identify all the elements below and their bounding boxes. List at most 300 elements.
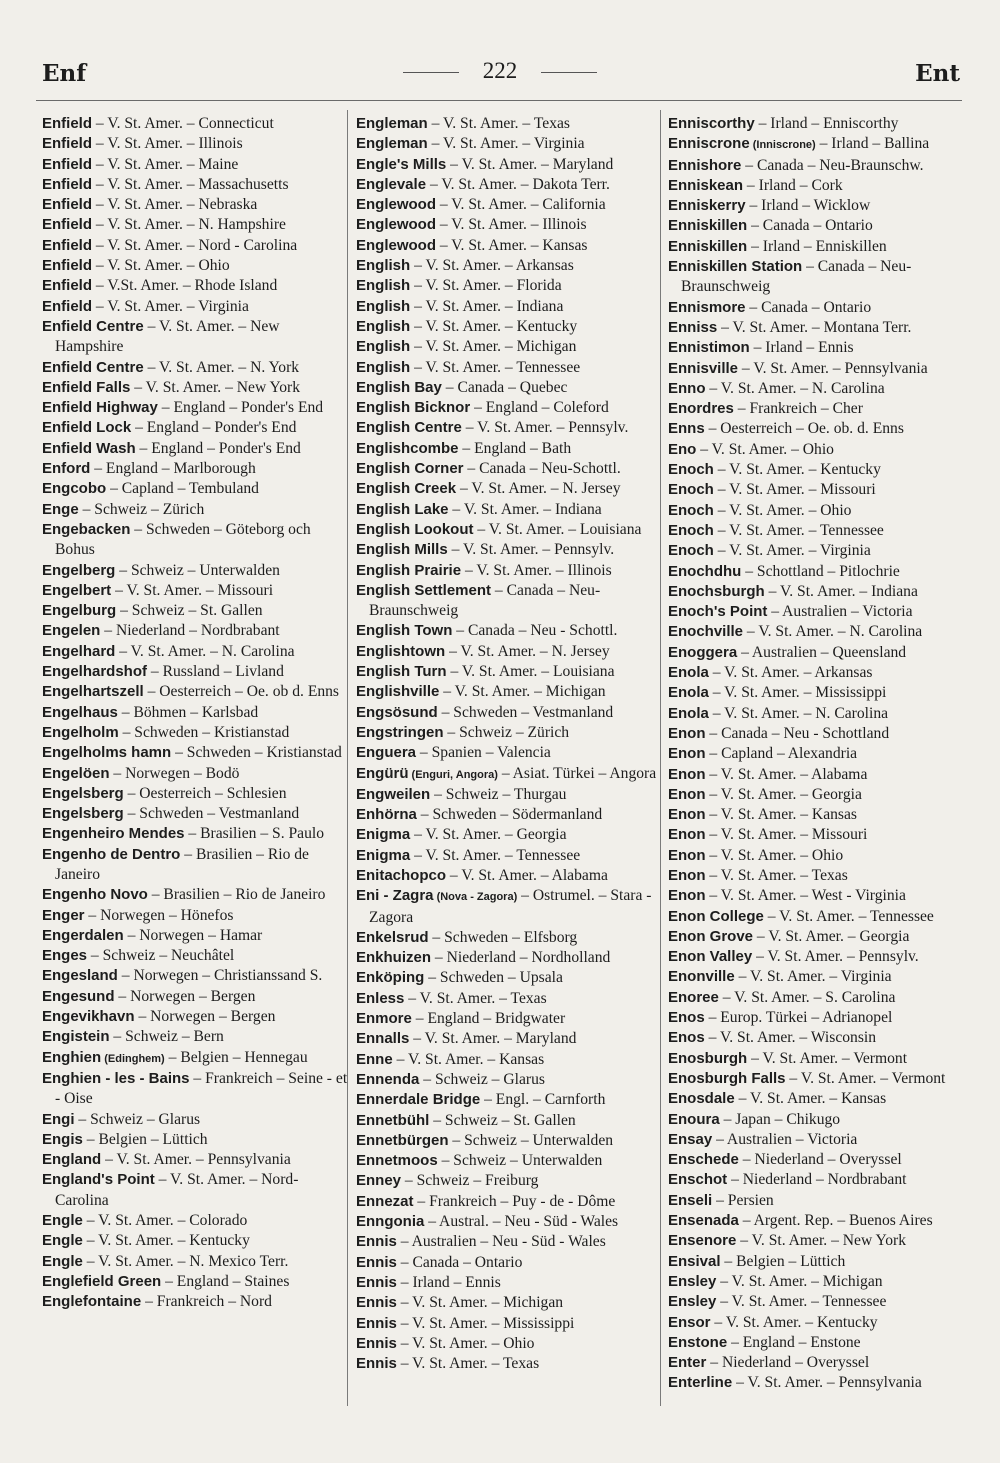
entry-headword: Enos: [668, 1029, 705, 1047]
entry-headword: Engstringen: [356, 723, 444, 741]
entry-headword: Enitachopco: [356, 866, 447, 884]
header-left-guideword: Enf: [42, 60, 87, 87]
gazetteer-entry: [42, 581, 348, 601]
entry-headword: Ennis: [356, 1273, 397, 1291]
entry-location: – Schweden – Vestmanland: [437, 703, 614, 721]
entry-location: – Irland – Ballina: [815, 135, 930, 153]
entry-headword: Engebacken: [42, 520, 131, 538]
gazetteer-entry: [42, 987, 348, 1007]
entry-headword: Engweilen: [356, 785, 431, 803]
gazetteer-entry: [42, 561, 348, 581]
entry-location: – Norwegen – Hamar: [123, 926, 263, 944]
entry-headword: Enon: [668, 745, 706, 763]
gazetteer-entry: [668, 521, 974, 541]
entry-headword: Ennis: [356, 1355, 397, 1373]
entry-headword: Engleman: [356, 135, 428, 153]
entry-headword: Enfield Centre: [42, 317, 144, 335]
entry-headword: English: [356, 277, 411, 295]
entry-headword: Enfield: [42, 196, 93, 214]
gazetteer-entry: [356, 886, 662, 928]
entry-headword: England: [42, 1151, 102, 1169]
entry-headword: Enhörna: [356, 806, 417, 824]
entry-headword: Enola: [668, 684, 709, 702]
gazetteer-entry: [668, 541, 974, 561]
gazetteer-entry: [356, 805, 662, 825]
entry-location: – V. St. Amer. – Nord-Carolina: [55, 1171, 299, 1209]
gazetteer-entry: [668, 724, 974, 744]
gazetteer-entry: [42, 114, 348, 134]
gazetteer-entry: [668, 622, 974, 642]
entry-location: – V. St. Amer. – Pennsylv.: [447, 541, 615, 559]
entry-headword: Enter: [668, 1354, 707, 1372]
entry-location: – V. St. Amer. – Illinois: [92, 135, 243, 153]
entry-location: – V. St. Amer. – Kansas: [392, 1050, 545, 1068]
gazetteer-entry: [42, 1069, 348, 1110]
column-2: [356, 114, 662, 1374]
entry-headword: Enfield Lock: [42, 419, 132, 437]
gazetteer-entry: [668, 257, 974, 298]
entry-location: – Brasilien – Rio de Janeiro: [55, 845, 309, 883]
gazetteer-entry: [356, 581, 662, 622]
entry-location: – Argent. Rep. – Buenos Aires: [738, 1212, 933, 1230]
entry-location: – Canada – Neu-Braunschweig: [681, 258, 912, 296]
entry-location: – Schweden – Kristianstad: [118, 723, 290, 741]
gazetteer-entry: [42, 479, 348, 499]
gazetteer-entry: [356, 1111, 662, 1131]
gazetteer-entry: [356, 948, 662, 968]
gazetteer-entry: [356, 1314, 662, 1334]
gazetteer-entry: [42, 1007, 348, 1027]
entry-headword: Enseli: [668, 1191, 713, 1209]
entry-location: – Canada – Neu-Braunschweig: [369, 581, 601, 620]
entry-headword: Engelhaus: [42, 703, 118, 721]
entry-headword: Ensay: [668, 1130, 713, 1148]
entry-headword: Enfield: [42, 135, 93, 153]
gazetteer-entry: [42, 155, 348, 175]
gazetteer-entry: [668, 1333, 974, 1353]
entry-location: – V. St. Amer. – Florida: [410, 277, 562, 295]
entry-headword: Enoch: [668, 521, 714, 539]
entry-headword: Enstone: [668, 1333, 728, 1351]
gazetteer-entry: [42, 1027, 348, 1047]
gazetteer-entry: [42, 358, 348, 378]
entry-headword: Ennetbühl: [356, 1111, 430, 1129]
gazetteer-entry: [356, 276, 662, 296]
entry-headword: Engelholm: [42, 723, 119, 741]
gazetteer-entry: [42, 642, 348, 662]
gazetteer-entry: [42, 1211, 348, 1231]
gazetteer-entry: [42, 297, 348, 317]
entry-location: – Irland – Ennis: [396, 1273, 501, 1291]
entry-headword: Enless: [356, 989, 405, 1007]
entry-location: – V. St. Amer. – Michigan: [396, 1294, 564, 1312]
entry-headword: Ennis: [356, 1253, 397, 1271]
entry-headword: Ensival: [668, 1252, 721, 1270]
entry-headword: Ennistimon: [668, 339, 750, 357]
gazetteer-entry: [668, 176, 974, 196]
entry-location: – V. St. Amer. – Michigan: [410, 338, 577, 356]
gazetteer-entry: [356, 317, 662, 337]
entry-headword: Enoch: [668, 542, 714, 560]
page-number-dash-right: [541, 72, 597, 73]
entry-location: – V. St. Amer. – N. Carolina: [743, 623, 923, 641]
entry-location: – V. St. Amer. – Massachusetts: [92, 175, 289, 193]
entry-headword: Engelberg: [42, 561, 116, 579]
entry-headword: Engelburg: [42, 602, 117, 620]
gazetteer-entry: [42, 134, 348, 154]
entry-location: – Irland – Cork: [743, 176, 843, 194]
entry-headword: Enniskean: [668, 176, 744, 194]
entry-location: – V. St. Amer. – Michigan: [439, 683, 606, 701]
entry-location: – V. St. Amer. – Dakota Terr.: [426, 175, 610, 193]
entry-headword: Engcobo: [42, 480, 107, 498]
gazetteer-entry: [42, 601, 348, 621]
entry-headword: Enfield Falls: [42, 378, 131, 396]
gazetteer-entry: [668, 196, 974, 216]
entry-headword: English Creek: [356, 480, 457, 498]
entry-headword: Enon: [668, 846, 706, 864]
gazetteer-entry: [42, 682, 348, 702]
entry-location: – Australien – Victoria: [767, 603, 913, 621]
entry-headword: Eni - Zagra: [356, 887, 434, 905]
entry-headword: Enschot: [668, 1171, 728, 1189]
gazetteer-entry: [356, 1192, 662, 1212]
entry-location: – Canada – Ontario: [745, 298, 872, 316]
gazetteer-entry: [42, 1170, 348, 1211]
entry-headword: English Bicknor: [356, 399, 471, 417]
gazetteer-entry: [356, 928, 662, 948]
gazetteer-entry: [42, 824, 348, 844]
gazetteer-entry: [668, 1028, 974, 1048]
gazetteer-entry: [356, 195, 662, 215]
entry-location: – Engl. – Carnforth: [480, 1091, 606, 1109]
entry-headword: English: [356, 257, 411, 275]
entry-location: – Capland – Alexandria: [705, 745, 858, 763]
entry-location: – V. St. Amer. – Ohio: [396, 1334, 535, 1352]
gazetteer-entry: [42, 743, 348, 763]
gazetteer-entry: [356, 561, 662, 581]
entry-headword: Ennisville: [668, 359, 739, 377]
entry-location: – Persien: [712, 1191, 774, 1209]
entry-headword: Enniskillen: [668, 217, 748, 235]
entry-location: – V. St. Amer. – Alabama: [446, 866, 608, 884]
gazetteer-entry: [668, 114, 974, 134]
gazetteer-entry: [356, 297, 662, 317]
entry-headword: Enoch: [668, 461, 714, 479]
entry-headword: Enniscorthy: [668, 115, 755, 132]
entry-headword: Ennetmoos: [356, 1152, 438, 1170]
gazetteer-entry: [42, 946, 348, 966]
entry-headword: Ensley: [668, 1293, 717, 1311]
gazetteer-entry: [668, 440, 974, 460]
column-divider-2: [660, 110, 661, 1406]
gazetteer-entry: [356, 155, 662, 175]
entry-headword: Ensenada: [668, 1212, 739, 1230]
entry-location: – Niederland – Nordholland: [431, 949, 611, 967]
entry-alt-name: (Enguri, Angora): [408, 768, 498, 781]
entry-headword: Enosburgh: [668, 1049, 748, 1067]
gazetteer-entry: [42, 256, 348, 276]
entry-headword: Enochville: [668, 623, 744, 641]
entry-location: – Schweden – Upsala: [424, 969, 563, 987]
gazetteer-entry: [42, 317, 348, 358]
entry-location: – V. St. Amer. – Kentucky: [713, 461, 881, 479]
entry-location: – V. St. Amer. – N. Carolina: [705, 379, 885, 397]
entry-location: – Russland – Livland: [147, 663, 284, 681]
entry-headword: Engistein: [42, 1028, 110, 1046]
entry-headword: Enochsburgh: [668, 582, 765, 600]
entry-location: – V. St. Amer. – Michigan: [716, 1272, 883, 1290]
entry-location: – V. St. Amer. – Kansas: [734, 1090, 887, 1108]
entry-headword: Enos: [668, 1009, 705, 1027]
gazetteer-entry: [42, 723, 348, 743]
gazetteer-entry: [668, 907, 974, 927]
entry-headword: England's Point: [42, 1171, 155, 1189]
entry-location: – V. St. Amer. – Ohio: [92, 257, 230, 275]
entry-location: – England – Bath: [458, 439, 572, 457]
entry-location: – V. St. Amer. – N. York: [143, 358, 300, 376]
entry-location: – Norwegen – Hönefos: [84, 906, 234, 924]
entry-location: – V. St. Amer. – Tennessee: [716, 1293, 887, 1311]
gazetteer-entry: [42, 459, 348, 479]
entry-location: – V. St. Amer. – Montana Terr.: [717, 318, 912, 336]
entry-location: – Niederland – Overyssel: [706, 1354, 870, 1372]
gazetteer-entry: [668, 460, 974, 480]
gazetteer-entry: [356, 866, 662, 886]
entry-headword: Enfield: [42, 115, 93, 132]
gazetteer-entry: [42, 276, 348, 296]
gazetteer-entry: [356, 175, 662, 195]
column-1: [42, 114, 348, 1313]
gazetteer-entry: [356, 398, 662, 418]
entry-headword: Engelholms hamn: [42, 744, 172, 762]
entry-location: – Oesterreich – Oe. ob d. Enns: [143, 683, 340, 701]
entry-headword: Ennis: [356, 1314, 397, 1332]
entry-location: – V. St. Amer. – Kansas: [436, 236, 588, 254]
gazetteer-entry: [42, 195, 348, 215]
gazetteer-entry: [42, 1292, 348, 1312]
entry-headword: Englefield Green: [42, 1272, 162, 1290]
entry-headword: Englewood: [356, 196, 436, 214]
gazetteer-entry: [42, 1252, 348, 1272]
gazetteer-entry: [356, 846, 662, 866]
entry-headword: Enonville: [668, 968, 735, 986]
entry-headword: Enngonia: [356, 1213, 425, 1231]
entry-location: – Canada – Neu-Braunschw.: [741, 156, 924, 174]
entry-headword: Enon Grove: [668, 927, 754, 945]
entry-headword: English Corner: [356, 460, 464, 478]
gazetteer-entry: [668, 602, 974, 622]
entry-location: – V. St. Amer. – New York: [130, 378, 301, 396]
entry-location: – Schweiz – Zürich: [443, 723, 570, 741]
entry-location: – V. St. Amer. – Missouri: [705, 826, 868, 844]
entry-headword: Enfield: [42, 277, 93, 295]
entry-headword: Ennenda: [356, 1070, 420, 1088]
gazetteer-entry: [42, 398, 348, 418]
gazetteer-entry: [356, 500, 662, 520]
entry-location: – V. St. Amer. – Maryland: [409, 1030, 577, 1048]
entry-location: – Schweiz – Bern: [109, 1028, 224, 1046]
entry-headword: Enghien - les - Bains: [42, 1069, 190, 1087]
entry-headword: Enola: [668, 704, 709, 722]
gazetteer-entry: [668, 947, 974, 967]
entry-location: – V. St. Amer. – Arkansas: [708, 664, 873, 682]
gazetteer-entry: [42, 439, 348, 459]
gazetteer-entry: [356, 1171, 662, 1191]
gazetteer-entry: [668, 399, 974, 419]
gazetteer-entry: [356, 134, 662, 154]
entry-location: – V. St. Amer. – Alabama: [705, 765, 868, 783]
entry-headword: Engle: [42, 1252, 83, 1270]
entry-headword: Ennetbürgen: [356, 1131, 449, 1149]
entry-headword: Enon: [668, 785, 706, 803]
gazetteer-entry: [356, 1070, 662, 1090]
entry-headword: Englishtown: [356, 642, 446, 660]
entry-headword: Engis: [42, 1130, 83, 1148]
entry-headword: Enola: [668, 664, 709, 682]
entry-location: – Schweiz – Glarus: [74, 1110, 201, 1128]
entry-headword: Enon Valley: [668, 948, 753, 966]
entry-headword: Ennishore: [668, 156, 742, 174]
gazetteer-entry: [356, 256, 662, 276]
entry-location: – Belgien – Lüttich: [82, 1130, 208, 1148]
gazetteer-entry: [42, 906, 348, 926]
entry-headword: Enfield Wash: [42, 439, 136, 457]
entry-location: – V. St. Amer. – New Hampshire: [55, 317, 280, 356]
entry-location: – Belgien – Hennegau: [164, 1048, 308, 1066]
entry-headword: Enosdale: [668, 1090, 735, 1108]
entry-location: – Schweiz – Freiburg: [401, 1172, 539, 1190]
entry-location: – Schweiz – Unterwalden: [448, 1131, 614, 1149]
entry-location: – V. St. Amer. – N. Hampshire: [92, 216, 286, 234]
gazetteer-entry: [668, 927, 974, 947]
gazetteer-entry: [668, 134, 974, 155]
entry-location: – V. St. Amer. – Louisiana: [473, 520, 642, 538]
entry-headword: Engle: [42, 1212, 83, 1230]
entry-location: – England – Enstone: [727, 1333, 861, 1351]
gazetteer-entry: [668, 480, 974, 500]
entry-location: – Irland – Ennis: [749, 339, 854, 357]
gazetteer-entry: [356, 703, 662, 723]
entry-headword: Engenho de Dentro: [42, 845, 181, 863]
gazetteer-entry: [42, 926, 348, 946]
entry-location: – Irland – Enniscorthy: [754, 115, 899, 132]
entry-location: – Frankreich – Seine - et - Oise: [55, 1069, 348, 1108]
gazetteer-entry: [42, 764, 348, 784]
entry-headword: Enigma: [356, 826, 411, 844]
column-divider-1: [347, 110, 348, 1406]
entry-location: – Frankreich – Cher: [733, 400, 863, 418]
entry-headword: Enschede: [668, 1151, 739, 1169]
entry-alt-name: (Nova - Zagora): [433, 891, 518, 904]
entry-location: – V. St. Amer. – Indiana: [410, 297, 564, 315]
entry-headword: Enoch: [668, 481, 714, 499]
entry-location: – V. St. Amer. – Kentucky: [410, 317, 578, 335]
gazetteer-entry: [356, 785, 662, 805]
entry-headword: Enno: [668, 379, 706, 397]
gazetteer-entry: [356, 378, 662, 398]
gazetteer-entry: [42, 1110, 348, 1130]
entry-headword: Enfield: [42, 257, 93, 275]
entry-headword: Enordres: [668, 400, 734, 418]
gazetteer-entry: [668, 744, 974, 764]
entry-location: – Canada – Quebec: [441, 378, 568, 396]
entry-headword: Enon: [668, 806, 706, 824]
gazetteer-entry: [668, 298, 974, 318]
gazetteer-entry: [668, 1353, 974, 1373]
entry-headword: Enfield: [42, 236, 93, 254]
entry-location: – Canada – Ontario: [396, 1253, 523, 1271]
entry-location: – Schweiz – St. Gallen: [116, 602, 263, 620]
entry-headword: English Lookout: [356, 520, 474, 538]
entry-headword: Engelsberg: [42, 805, 124, 823]
gazetteer-entry: [356, 1029, 662, 1049]
entry-headword: English Mills: [356, 541, 448, 559]
entry-location: – V. St. Amer. – N. Jersey: [445, 642, 610, 660]
gazetteer-entry: [356, 520, 662, 540]
gazetteer-entry: [356, 723, 662, 743]
entry-location: – Schweden – Södermanland: [416, 806, 603, 824]
gazetteer-entry: [42, 804, 348, 824]
gazetteer-entry: [668, 765, 974, 785]
entry-headword: Enfield: [42, 216, 93, 234]
entry-location: – V. St. Amer. – Arkansas: [410, 257, 574, 275]
entry-location: – V. St. Amer. – California: [436, 196, 606, 214]
gazetteer-entry: [356, 968, 662, 988]
entry-location: – Niederland – Nordbrabant: [727, 1171, 907, 1189]
entry-headword: Ennalls: [356, 1030, 410, 1048]
entry-location: – V. St. Amer. – Nord - Carolina: [92, 236, 298, 254]
gazetteer-entry: [668, 501, 974, 521]
gazetteer-entry: [42, 175, 348, 195]
entry-location: – V. St. Amer. – Texas: [705, 866, 848, 884]
gazetteer-entry: [668, 1231, 974, 1251]
entry-location: – V. St. Amer. – Tennessee: [713, 521, 884, 539]
gazetteer-entry: [356, 682, 662, 702]
entry-location: – V. St. Amer. – Pennsylv.: [752, 948, 919, 966]
gazetteer-entry: [356, 1334, 662, 1354]
entry-location: – Austral. – Neu - Süd - Wales: [424, 1213, 619, 1231]
gazetteer-entry: [356, 1273, 662, 1293]
entry-headword: English Lake: [356, 500, 449, 518]
entry-headword: Engelen: [42, 622, 101, 640]
entry-location: – V. St. Amer. – N. Carolina: [115, 642, 295, 660]
gazetteer-entry: [356, 1232, 662, 1252]
entry-headword: Englishville: [356, 683, 440, 701]
entry-location: – Oesterreich – Oe. ob. d. Enns: [704, 420, 904, 438]
entry-location: – England – Marlborough: [90, 460, 256, 478]
gazetteer-entry: [668, 1292, 974, 1312]
entry-headword: Ennis: [356, 1294, 397, 1312]
gazetteer-entry: [668, 1069, 974, 1089]
gazetteer-entry: [668, 683, 974, 703]
gazetteer-entry: [356, 540, 662, 560]
entry-headword: Enford: [42, 460, 91, 478]
entry-location: – Schweden – Elfsborg: [428, 928, 578, 946]
entry-headword: Engelöen: [42, 764, 110, 782]
gazetteer-entry: [668, 338, 974, 358]
entry-headword: Enniss: [668, 318, 718, 336]
entry-headword: Enniskillen: [668, 237, 748, 255]
gazetteer-entry: [42, 1272, 348, 1292]
entry-headword: Enon: [668, 826, 706, 844]
gazetteer-entry: [668, 1130, 974, 1150]
gazetteer-entry: [42, 378, 348, 398]
gazetteer-entry: [356, 439, 662, 459]
entry-headword: Enoree: [668, 988, 719, 1006]
entry-location: – V. St. Amer. – Ohio: [713, 501, 852, 519]
entry-location: – Norwegen – Bergen: [114, 987, 256, 1005]
